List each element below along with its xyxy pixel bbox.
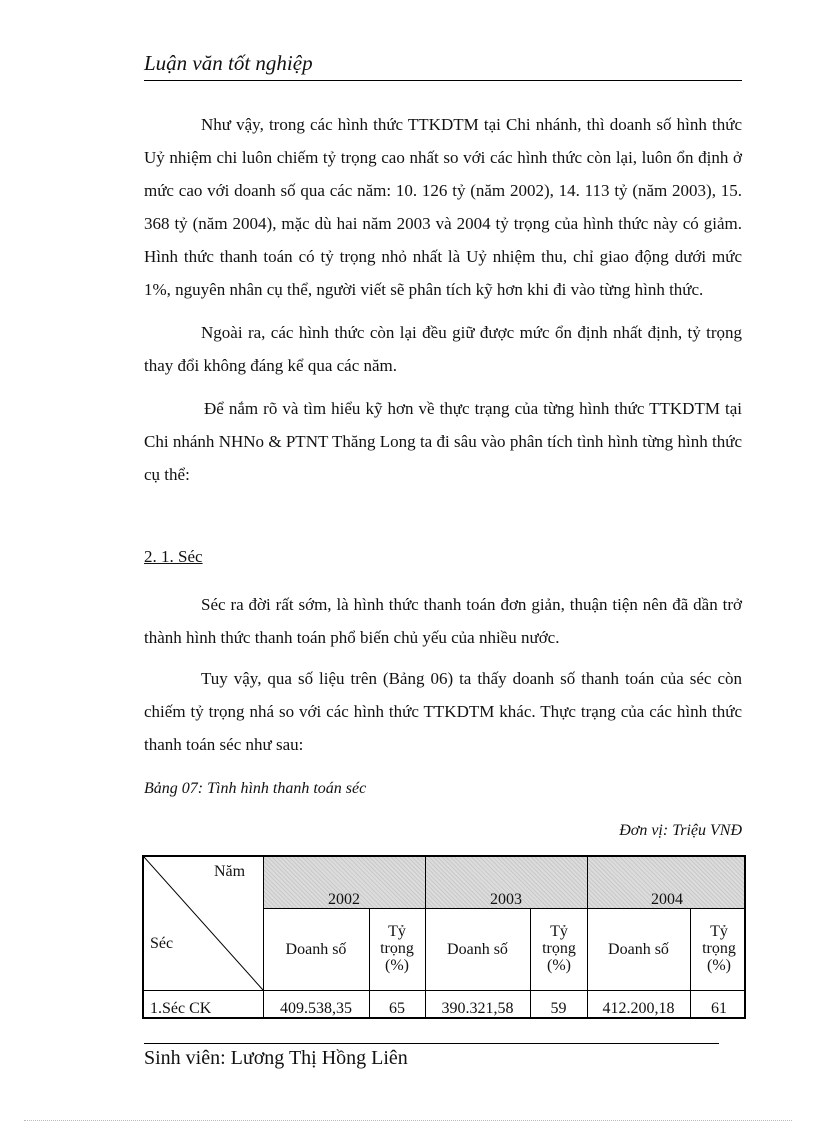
table-vline (587, 857, 588, 1017)
sales-header: Doanh số (447, 941, 508, 958)
header-title: Luận văn tốt nghiệp (144, 51, 313, 75)
row-label: 1.Séc CK (150, 1000, 212, 1017)
paragraph-2: Ngoài ra, các hình thức còn lại đều giữ được mức ổn định nhất định, tỷ trọng thay đổi không đáng kể qua các năm. (144, 323, 742, 375)
table-cell: 390.321,58 (441, 1000, 514, 1017)
section-paragraph-2: Tuy vậy, qua số liệu trên (Bảng 06) ta thấy doanh số thanh toán của séc còn chiếm tỷ trọng nhá so với các hình thức TTKDTM khác. Thực trạng của các hình thức thanh toán séc như sau: (144, 669, 742, 754)
table-hline (263, 908, 744, 909)
share-header: Tỷ trọng (%) (542, 923, 576, 974)
table-cell: 409.538,35 (280, 1000, 352, 1017)
page-header (144, 50, 742, 81)
table-hline (144, 990, 744, 991)
year-header: 2003 (490, 891, 522, 908)
table-vline (425, 857, 426, 1017)
paragraph-1: Như vậy, trong các hình thức TTKDTM tại Chi nhánh, thì doanh số hình thức Uỷ nhiệm chi luôn chiếm tỷ trọng cao nhất so với các hình thức còn lại, luôn ổn định ở mức cao với doanh số qua các năm: 10. 126 tỷ (năm 2002), 14. 113 tỷ (năm 2003), 15. 368 tỷ (năm 2004), mặc dù hai năm 2003 và 2004 tỷ trọng của hình thức này có giảm. Hình thức thanh toán có tỷ trọng nhỏ nhất là Uỷ nhiệm thu, chỉ giao động dưới mức 1%, nguyên nhân cụ thể, người viết sẽ phân tích kỹ hơn khi đi vào từng hình thức. (144, 115, 742, 299)
table-cell: 412.200,18 (602, 1000, 675, 1017)
section-heading: 2. 1. Séc (144, 547, 203, 566)
section-paragraph-1: Séc ra đời rất sớm, là hình thức thanh toán đơn giản, thuận tiện nên đã dần trở thành hình thức thanh toán phổ biến chủ yếu của nhiều nước. (144, 595, 742, 647)
check-payment-table (142, 855, 746, 1019)
table-caption: Bảng 07: Tình hình thanh toán séc (144, 780, 367, 797)
corner-check-label: Séc (150, 935, 174, 952)
share-header: Tỷ trọng (%) (380, 923, 414, 974)
sales-header: Doanh số (608, 941, 669, 958)
sales-header: Doanh số (285, 941, 347, 958)
corner-diagonal (144, 857, 264, 991)
table-cell: 59 (550, 1000, 567, 1017)
year-header: 2004 (651, 891, 683, 908)
footer-rule (144, 1043, 719, 1044)
year-header: 2002 (328, 891, 360, 908)
body-text (144, 108, 742, 501)
section-body (144, 588, 742, 769)
paragraph-3: Để nắm rõ và tìm hiểu kỹ hơn về thực trạng của từng hình thức TTKDTM tại Chi nhánh NHNo & PTNT Thăng Long ta đi sâu vào phân tích tình hình từng hình thức cụ thể: (144, 399, 742, 484)
table-vline (263, 857, 264, 1017)
table-cell: 61 (711, 1000, 727, 1017)
page-bottom-border (24, 1120, 792, 1121)
corner-year-label: Năm (214, 863, 246, 880)
share-header: Tỷ trọng (%) (702, 923, 736, 974)
table-unit: Đơn vị: Triệu VNĐ (619, 822, 742, 839)
table-cell: 65 (389, 1000, 405, 1017)
page-footer: Sinh viên: Lương Thị Hồng Liên (144, 1047, 408, 1069)
